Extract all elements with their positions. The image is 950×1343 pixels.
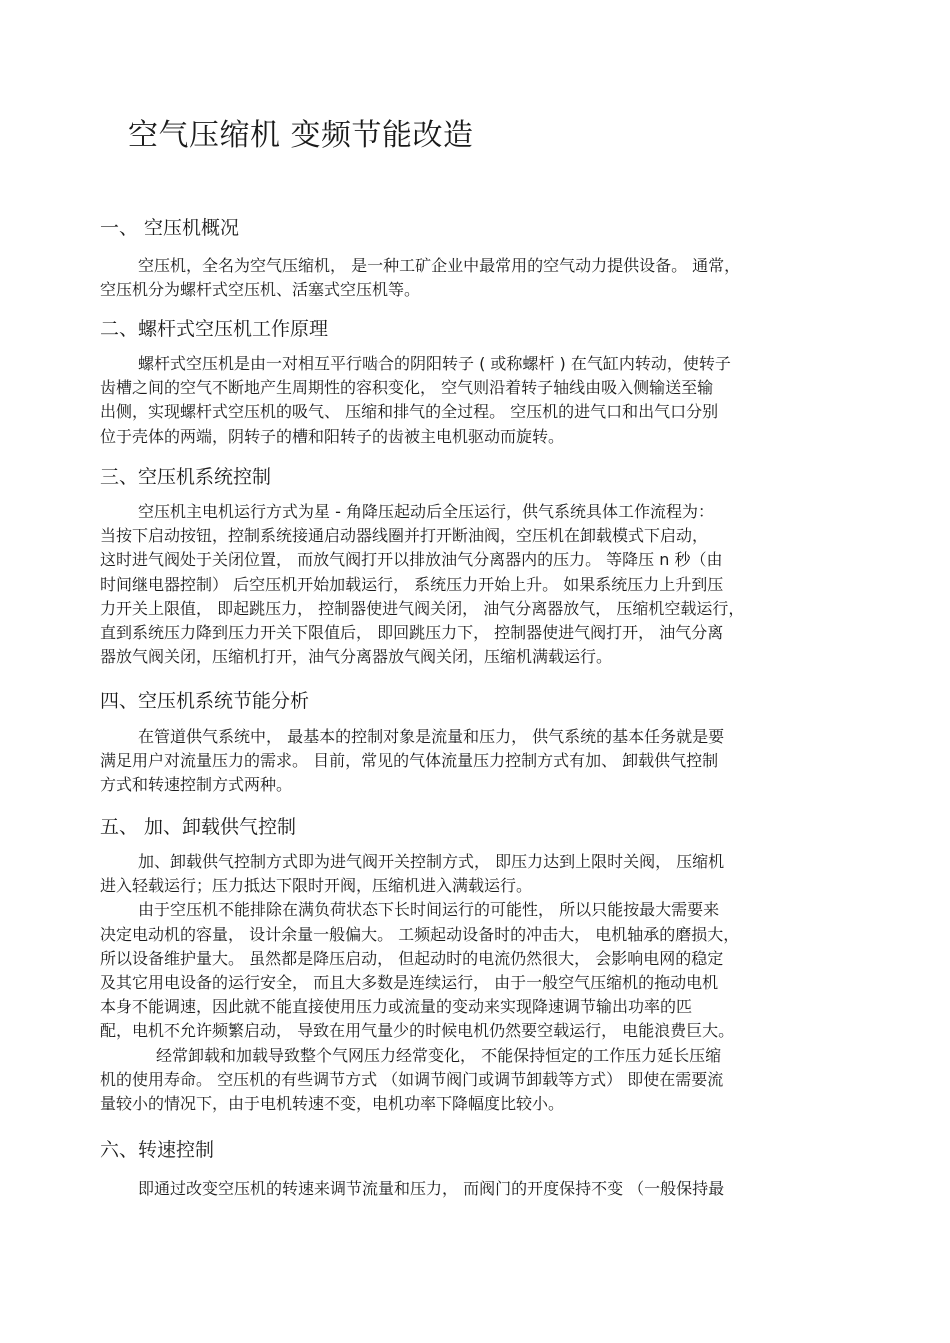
section-body-4 — [100, 725, 820, 798]
text-line: 配，电机不允许频繁启动， 导致在用气量少的时候电机仍然要空载运行， 电能浪费巨大。 — [100, 1021, 735, 1041]
section-body-1 — [100, 254, 820, 302]
text-line: 直到系统压力降到压力开关下限值后， 即回跳压力下， 控制器使进气阀打开， 油气分离 — [100, 622, 724, 642]
text-line: 即通过改变空压机的转速来调节流量和压力， 而阀门的开度保持不变 （一般保持最 — [138, 1179, 725, 1198]
section-body-2 — [100, 352, 820, 449]
text-line: 当按下启动按钮，控制系统接通启动器线圈并打开断油阀，空压机在卸载模式下启动， — [100, 526, 709, 546]
text-line: 及其它用电设备的运行安全， 而且大多数是连续运行， 由于一般空气压缩机的拖动电机 — [100, 972, 719, 992]
text-line: 机的使用寿命。 空压机的有些调节方式 （如调节阀门或调节卸载等方式） 即使在需要流 — [100, 1069, 724, 1089]
document-title: 空气压缩机 变频节能改造 — [128, 118, 474, 153]
text-line: 经常卸载和加载导致整个气网压力经常变化， 不能保持恒定的工作压力延长压缩 — [156, 1045, 722, 1065]
text-line: 加、卸载供气控制方式即为进气阀开关控制方式， 即压力达到上限时关阀， 压缩机 — [138, 852, 725, 871]
section-heading-6: 六、转速控制 — [100, 1139, 215, 1161]
text-line: 在管道供气系统中， 最基本的控制对象是流量和压力， 供气系统的基本任务就是要 — [138, 727, 725, 746]
text-line: 空压机主电机运行方式为星 - 角降压起动后全压运行，供气系统具体工作流程为： — [138, 502, 714, 521]
text-line: 进入轻载运行；压力抵达下限时开阀，压缩机进入满载运行。 — [100, 876, 533, 896]
section-heading-3: 三、空压机系统控制 — [100, 466, 272, 488]
section-heading-2: 二、螺杆式空压机工作原理 — [100, 318, 329, 340]
section-body-6 — [100, 1177, 820, 1201]
text-line: 齿槽之间的空气不断地产生周期性的容积变化， 空气则沿着转子轴线由吸入侧输送至输 — [100, 378, 714, 398]
text-line: 器放气阀关闭，压缩机打开，油气分离器放气阀关闭，压缩机满载运行。 — [100, 647, 613, 667]
text-line: 方式和转速控制方式两种。 — [100, 775, 293, 795]
text-line: 力开关上限值， 即起跳压力， 控制器使进气阀关闭， 油气分离器放气， 压缩机空载运行， — [100, 598, 745, 618]
text-line: 量较小的情况下，由于电机转速不变，电机功率下降幅度比较小。 — [100, 1093, 565, 1113]
text-line: 位于壳体的两端，阴转子的槽和阳转子的齿被主电机驱动而旋转。 — [100, 426, 565, 446]
text-line: 所以设备维护量大。 虽然都是降压启动， 但起动时的电流仍然很大， 会影响电网的稳定 — [100, 948, 724, 968]
text-line: 满足用户对流量压力的需求。 目前，常见的气体流量压力控制方式有加、 卸载供气控制 — [100, 751, 719, 771]
section-body-5 — [100, 850, 820, 1116]
section-heading-1: 一、 空压机概况 — [100, 217, 240, 239]
section-body-3 — [100, 500, 820, 669]
text-line: 由于空压机不能排除在满负荷状态下长时间运行的可能性， 所以只能按最大需要来 — [138, 900, 720, 920]
section-heading-5: 五、 加、卸载供气控制 — [100, 816, 297, 838]
text-line: 决定电动机的容量， 设计余量一般偏大。 工频起动设备时的冲击大， 电机轴承的磨损大， — [100, 924, 740, 944]
text-line: 本身不能调速，因此就不能直接使用压力或流量的变动来实现降速调节输出功率的匹 — [100, 997, 693, 1017]
text-line: 螺杆式空压机是由一对相互平行啮合的阴阳转子 ( 或称螺杆 ) 在气缸内转动，使转子 — [138, 354, 731, 373]
text-line: 空压机分为螺杆式空压机、活塞式空压机等。 — [100, 280, 421, 300]
text-line: 空压机，全名为空气压缩机， 是一种工矿企业中最常用的空气动力提供设备。 通常， — [138, 256, 741, 275]
text-line: 出侧，实现螺杆式空压机的吸气、 压缩和排气的全过程。 空压机的进气口和出气口分别 — [100, 402, 719, 422]
text-line: 时间继电器控制） 后空压机开始加载运行， 系统压力开始上升。 如果系统压力上升到压 — [100, 574, 724, 594]
text-line: 这时进气阀处于关闭位置， 而放气阀打开以排放油气分离器内的压力。 等降压 n 秒（由 — [100, 550, 723, 570]
section-heading-4: 四、空压机系统节能分析 — [100, 690, 310, 712]
